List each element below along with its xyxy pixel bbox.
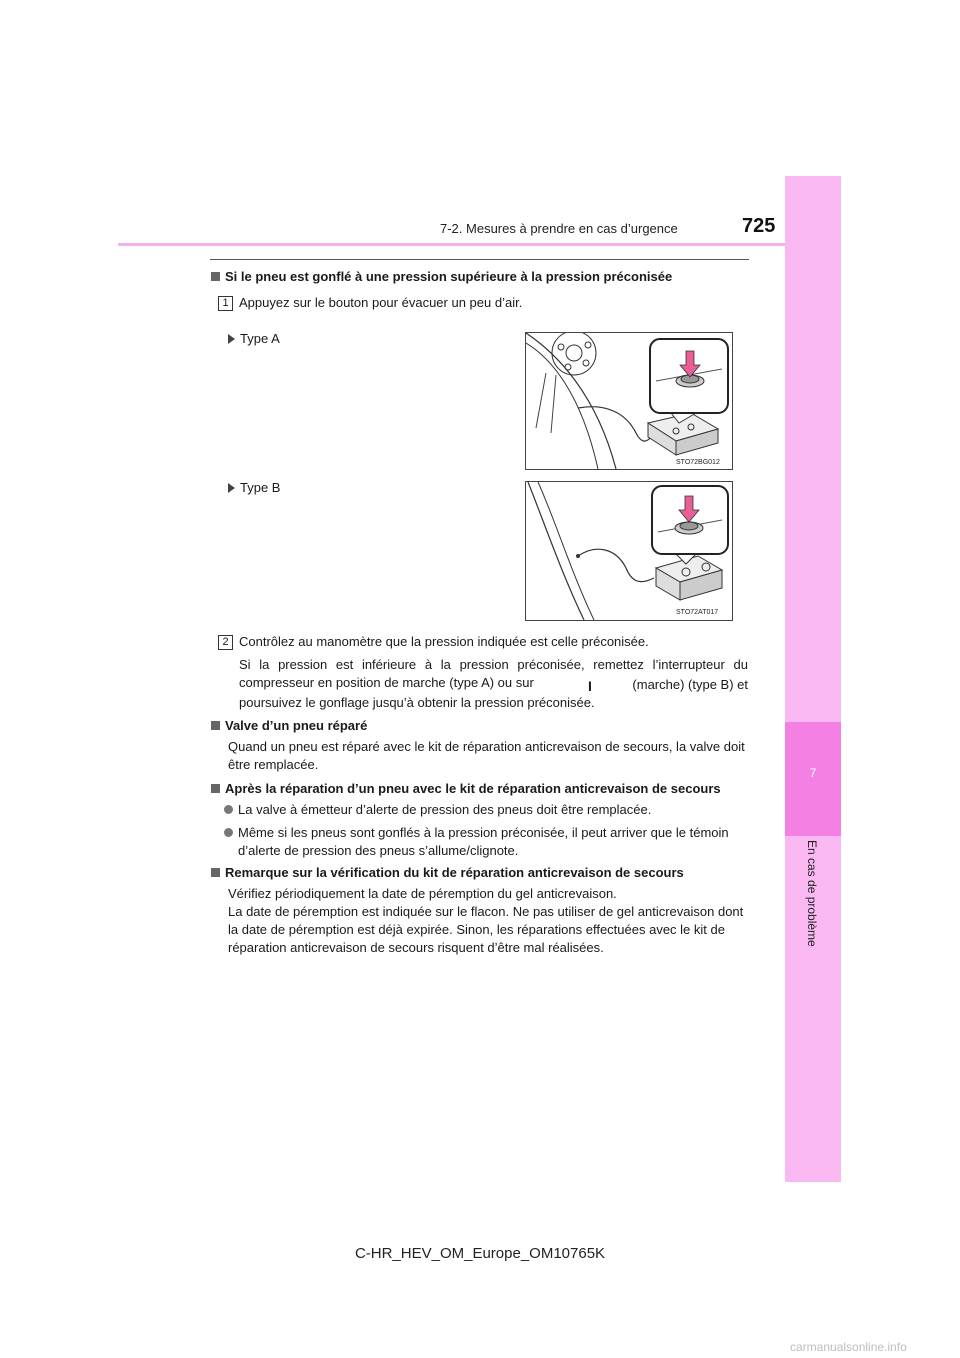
- para-repaired-valve: Quand un pneu est réparé avec le kit de réparation anticrevaison de secours, la valve doit être remplacée.: [228, 739, 745, 772]
- step-number-box: 1: [218, 296, 233, 311]
- square-bullet-icon: [211, 272, 220, 281]
- triangle-bullet-icon: [228, 334, 235, 344]
- step2-note-line3: poursuivez le gonflage jusqu’à obtenir la pression préconisée.: [239, 695, 595, 710]
- figure-type-b: [525, 481, 733, 621]
- figure-type-a: [525, 332, 733, 470]
- chapter-number: 7: [809, 766, 817, 780]
- section-rule: [210, 259, 749, 260]
- round-bullet-icon: [224, 828, 233, 837]
- step2-note-line1: Si la pression est inférieure à la pression préconisée, remettez l’interrupteur du compresseur en position de marche (type A) ou sur: [239, 657, 748, 690]
- header-divider: [118, 243, 785, 246]
- bullet-valve-replace: La valve à émetteur d’alerte de pression des pneus doit être remplacée.: [224, 801, 749, 819]
- compressor-type-b-illustration: [526, 482, 732, 620]
- heading-after-repair: Après la réparation d’un pneu avec le kit de réparation anticrevaison de secours: [211, 780, 756, 798]
- page-number: 725: [742, 215, 776, 237]
- heading-repaired-valve: Valve d’un pneu réparé: [211, 717, 751, 735]
- document-code: C-HR_HEV_OM_Europe_OM10765K: [354, 1245, 606, 1262]
- figure-code: STO72AT017: [676, 609, 719, 616]
- chapter-title: En cas de problème: [805, 840, 819, 947]
- heading-overpressure: Si le pneu est gonflé à une pression supérieure à la pression préconisée: [211, 268, 751, 286]
- watermark: carmanualsonline.info: [790, 1340, 907, 1354]
- heading-kit-check: Remarque sur la vérification du kit de réparation anticrevaison de secours: [211, 864, 751, 882]
- compressor-type-a-illustration: [526, 333, 732, 469]
- triangle-bullet-icon: [228, 483, 235, 493]
- round-bullet-icon: [224, 805, 233, 814]
- chapter-sidebar: [785, 176, 841, 1182]
- type-a-label: Type A: [228, 330, 280, 348]
- square-bullet-icon: [211, 868, 220, 877]
- step1-text: Appuyez sur le bouton pour évacuer un peu d’air.: [239, 295, 523, 310]
- step2-text: Contrôlez au manomètre que la pression indiquée est celle préconisée.: [239, 634, 649, 649]
- para-kit-check-2: La date de péremption est indiquée sur le flacon. Ne pas utiliser de gel anticrevaison dont la date de péremption est déjà expirée. Sinon, les réparations effectuées avec le kit de réparation anticrevaison de secours risquent d’être mal réalisées.: [228, 904, 744, 955]
- section-title: 7-2. Mesures à prendre en cas d’urgence: [440, 221, 678, 236]
- bullet-warning-light: Même si les pneus sont gonflés à la pression préconisée, il peut arriver que le témoin d’alerte de pression des pneus s’allume/clignote.: [224, 824, 764, 860]
- square-bullet-icon: [211, 784, 220, 793]
- para-kit-check-1: Vérifiez périodiquement la date de péremption du gel anticrevaison.: [228, 886, 617, 901]
- step-number-box: 2: [218, 635, 233, 650]
- square-bullet-icon: [211, 721, 220, 730]
- figure-code: STO72BG012: [676, 459, 720, 466]
- chapter-title-vertical: [792, 840, 832, 970]
- on-symbol: I: [588, 678, 592, 694]
- step2-note-tail: (marche) (type B) et: [632, 677, 748, 692]
- type-b-label: Type B: [228, 479, 280, 497]
